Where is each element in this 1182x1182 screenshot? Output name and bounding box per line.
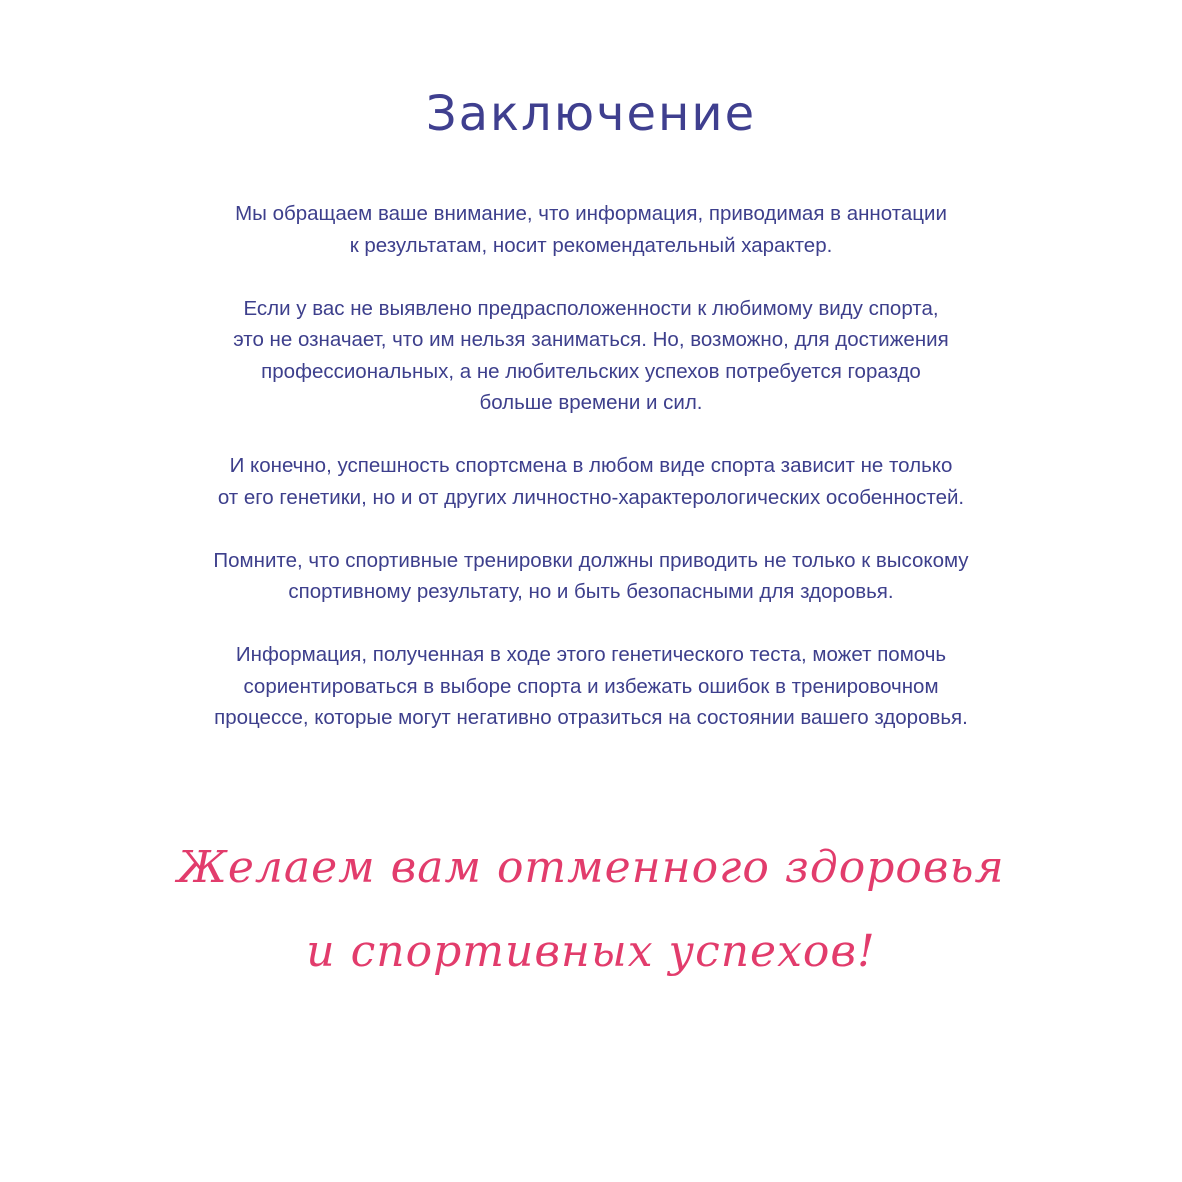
paragraph-line: это не означает, что им нельзя заниматься. Но, возможно, для достижения	[233, 328, 949, 351]
paragraph-line: профессиональных, а не любительских успехов потребуется гораздо	[261, 359, 921, 383]
closing-line: Желаем вам отменного здоровья	[177, 842, 1005, 893]
paragraph-line: Мы обращаем ваше внимание, что информация, приводимая в аннотации	[235, 202, 947, 225]
closing-wish	[0, 826, 1182, 994]
paragraph-disclaimer	[0, 198, 1182, 261]
page-title: Заключение	[425, 86, 757, 142]
paragraph-line: к результатам, носит рекомендательный характер.	[349, 233, 833, 257]
paragraph-line: больше времени и сил.	[479, 391, 703, 414]
closing-line: и спортивных успехов!	[306, 926, 876, 977]
conclusion-body	[0, 198, 1182, 765]
paragraph-line: Информация, полученная в ходе этого генетического теста, может помочь	[235, 643, 947, 666]
paragraph-line: спортивному результату, но и быть безопасными для здоровья.	[288, 580, 894, 603]
paragraph-predisposition	[0, 293, 1182, 419]
paragraph-success-factors	[0, 450, 1182, 513]
paragraph-line: сориентироваться в выборе спорта и избежать ошибок в тренировочном	[243, 674, 939, 698]
paragraph-test-info	[0, 639, 1182, 734]
paragraph-line: Если у вас не выявлено предрасположенности к любимому виду спорта,	[243, 296, 939, 320]
paragraph-line: И конечно, успешность спортсмена в любом виде спорта зависит не только	[229, 454, 953, 477]
paragraph-safety	[0, 545, 1182, 608]
paragraph-line: Помните, что спортивные тренировки должны приводить не только к высокому	[213, 548, 969, 572]
paragraph-line: от его генетики, но и от других личностно-характерологических особенностей.	[217, 485, 965, 509]
paragraph-line: процессе, которые могут негативно отразиться на состоянии вашего здоровья.	[214, 706, 968, 729]
